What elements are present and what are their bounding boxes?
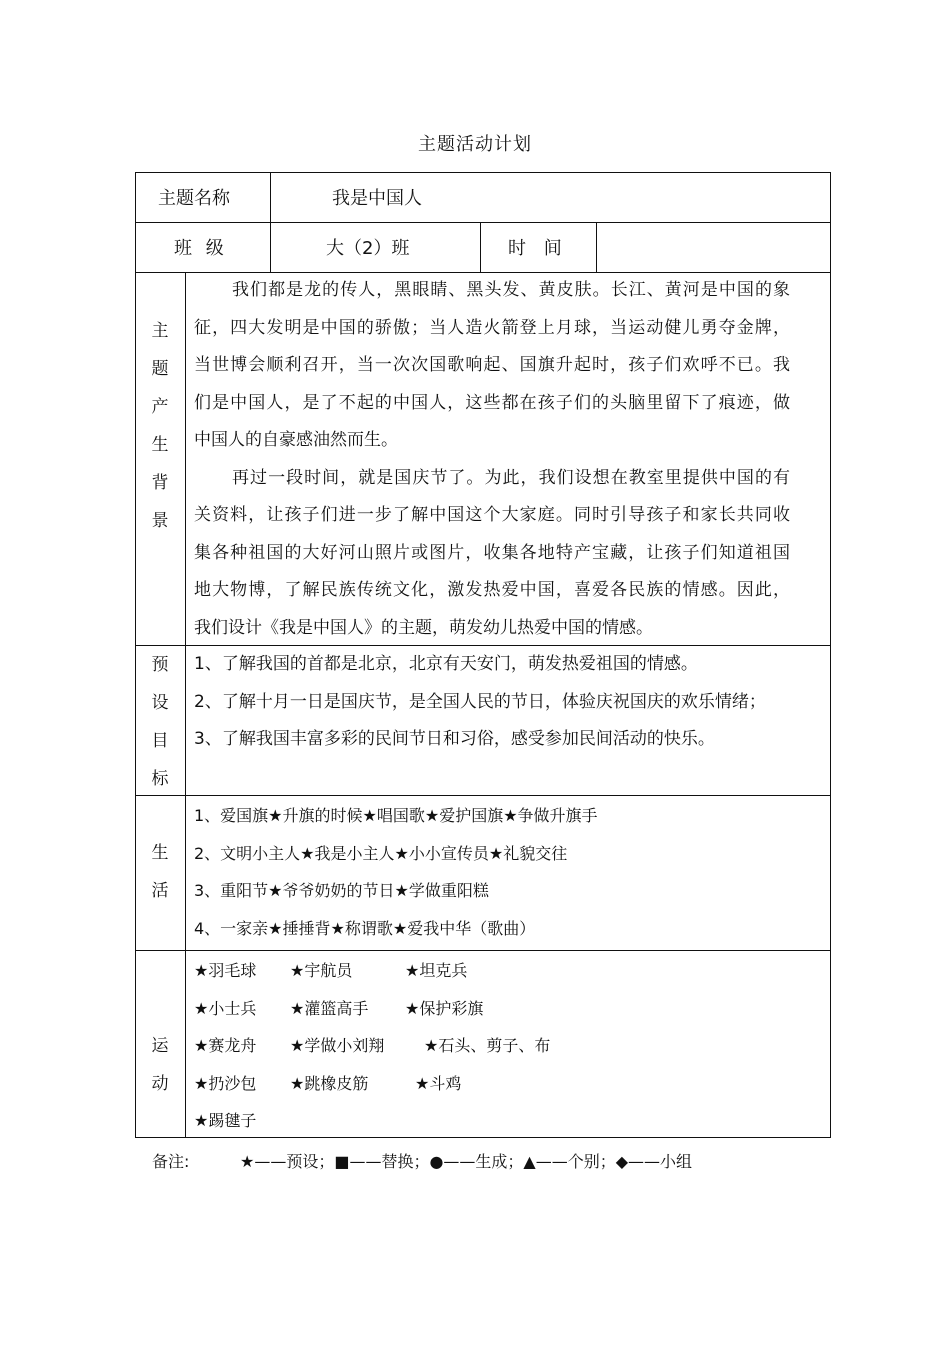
background-line: 中国人的自豪感油然而生。 — [194, 430, 398, 450]
goals-label — [136, 646, 184, 798]
sport-item: ★跳橡皮筋 — [290, 1073, 369, 1093]
sports-list — [194, 952, 814, 1140]
background-line: 我们设计《我是中国人》的主题，萌发幼儿热爱中国的情感。 — [194, 617, 653, 638]
background-label-char: 题 — [151, 359, 169, 379]
life-item: 3、重阳节★爷爷奶奶的节日★学做重阳糕 — [194, 881, 489, 900]
sports-row — [194, 1065, 814, 1103]
sports-row — [194, 990, 814, 1028]
background-line: 当世博会顺利召开，当一次次国歌响起、国旗升起时，孩子们欢呼不已。我 — [194, 355, 790, 375]
goals-list — [194, 646, 766, 759]
table-divider — [480, 222, 481, 272]
life-item: 2、文明小主人★我是小主人★小小宣传员★礼貌交往 — [194, 843, 568, 863]
footer-note — [152, 1149, 693, 1172]
background-line: 们是中国人，是了不起的中国人，这些都在孩子们的头脑里留下了痕迹，做 — [194, 392, 790, 413]
sport-item: ★坦克兵 — [405, 961, 468, 980]
theme-name-value: 我是中国人 — [332, 188, 422, 209]
class-value: 大（2）班 — [326, 238, 410, 259]
life-item: 1、爱国旗★升旗的时候★唱国歌★爱护国旗★争做升旗手 — [194, 806, 598, 825]
footer-label: 备注: — [152, 1152, 190, 1171]
sport-item: ★赛龙舟 — [194, 1036, 257, 1055]
goal-item: 1、了解我国的首都是北京，北京有天安门，萌发热爱祖国的情感。 — [194, 654, 698, 674]
table-border-top — [135, 172, 831, 173]
sports-row — [194, 952, 814, 990]
background-label-char: 主 — [151, 321, 169, 341]
background-line: 地大物博，了解民族传统文化，激发热爱中国，喜爱各民族的情感。因此， — [194, 580, 790, 600]
sport-item: ★保护彩旗 — [405, 998, 484, 1018]
life-label — [136, 834, 184, 910]
footer-legend: ★——预设；■——替换；●——生成；▲——个别；◆——小组 — [240, 1152, 693, 1171]
page-title: 主题活动计划 — [418, 134, 532, 155]
sport-item: ★灌篮高手 — [290, 998, 369, 1018]
sport-item: ★斗鸡 — [415, 1073, 462, 1093]
life-label-char: 生 — [151, 843, 169, 863]
sport-item: ★学做小刘翔 — [290, 1036, 385, 1055]
sports-row — [194, 1102, 814, 1140]
background-line: 关资料，让孩子们进一步了解中国这个大家庭。同时引导孩子和家长共同收 — [194, 505, 790, 525]
sports-label — [136, 1027, 184, 1103]
goals-label-char: 目 — [151, 731, 169, 751]
sport-item: ★羽毛球 — [194, 961, 257, 980]
class-label: 班 级 — [174, 238, 224, 259]
goals-label-char: 设 — [151, 693, 169, 713]
goal-item: 3、了解我国丰富多彩的民间节日和习俗，感受参加民间活动的快乐。 — [194, 729, 715, 749]
background-line: 再过一段时间，就是国庆节了。为此，我们设想在教室里提供中国的有 — [232, 467, 790, 488]
life-label-char: 活 — [151, 881, 169, 901]
goals-label-char: 预 — [151, 655, 169, 675]
table-divider — [135, 950, 831, 951]
time-label: 时 间 — [508, 238, 562, 259]
background-label — [136, 312, 184, 540]
life-item: 4、一家亲★捶捶背★称谓歌★爱我中华（歌曲） — [194, 918, 536, 938]
sport-item: ★小士兵 — [194, 998, 257, 1018]
table-divider — [185, 272, 186, 1138]
sports-row — [194, 1027, 814, 1065]
table-border-right — [830, 172, 831, 1138]
sport-item: ★石头、剪子、布 — [424, 1036, 551, 1055]
background-line: 征，四大发明是中国的骄傲；当人造火箭登上月球，当运动健儿勇夺金牌， — [194, 317, 790, 338]
background-label-char: 背 — [151, 473, 169, 493]
sports-label-char: 动 — [151, 1074, 169, 1094]
background-line: 我们都是龙的传人，黑眼睛、黑头发、黄皮肤。长江、黄河是中国的象 — [232, 280, 790, 300]
table-divider — [135, 222, 831, 223]
table-divider — [596, 222, 597, 272]
goals-label-char: 标 — [151, 769, 169, 789]
background-label-char: 景 — [151, 511, 169, 531]
sport-item: ★踢毽子 — [194, 1111, 257, 1130]
theme-name-label: 主题名称 — [158, 188, 230, 209]
background-label-char: 产 — [151, 397, 169, 417]
sport-item: ★扔沙包 — [194, 1073, 257, 1093]
sports-label-char: 运 — [151, 1036, 169, 1056]
life-list — [194, 797, 598, 947]
sport-item: ★宇航员 — [290, 961, 353, 980]
goal-item: 2、了解十月一日是国庆节，是全国人民的节日，体验庆祝国庆的欢乐情绪； — [194, 691, 766, 712]
table-divider — [135, 795, 831, 796]
background-text — [194, 272, 790, 647]
background-line: 集各种祖国的大好河山照片或图片，收集各地特产宝藏，让孩子们知道祖国 — [194, 542, 790, 563]
background-label-char: 生 — [151, 435, 169, 455]
table-divider — [270, 172, 271, 272]
